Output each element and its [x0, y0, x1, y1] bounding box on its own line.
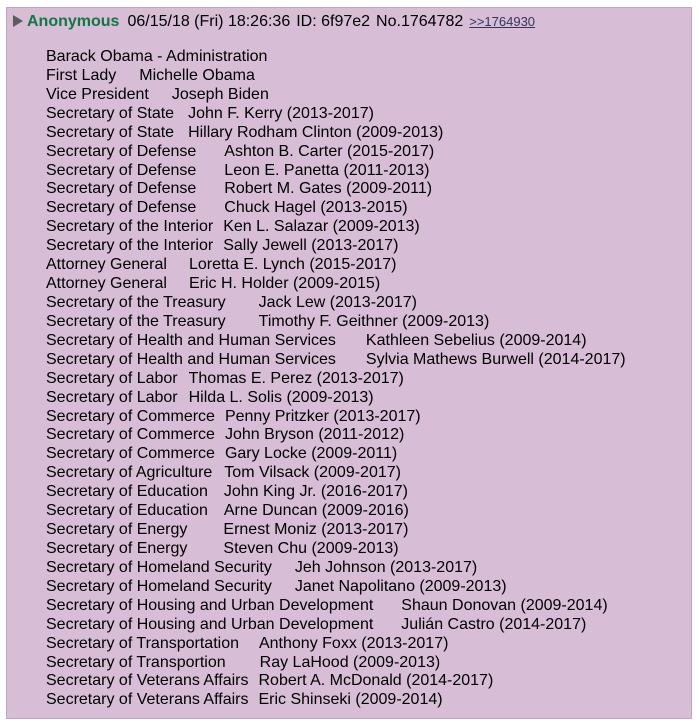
cabinet-position: Secretary of Housing and Urban Development	[46, 615, 374, 633]
cabinet-member-name: Chuck Hagel (2013-2015)	[224, 199, 408, 217]
cabinet-row	[46, 124, 626, 143]
cabinet-position: Secretary of State	[46, 104, 175, 122]
cabinet-member-name: Penny Pritzker (2013-2017)	[224, 407, 421, 425]
cabinet-member-name: Julián Castro (2014-2017)	[401, 615, 587, 633]
cabinet-position: Attorney General	[46, 256, 167, 274]
cabinet-row	[46, 275, 626, 294]
cabinet-row	[46, 502, 626, 521]
cabinet-row	[46, 86, 626, 105]
cabinet-member-name: Eric H. Holder (2009-2015)	[188, 275, 381, 293]
cabinet-position: Secretary of Labor	[46, 388, 178, 406]
cabinet-row	[46, 313, 626, 332]
cabinet-row	[46, 370, 626, 389]
cabinet-row	[46, 162, 626, 181]
cabinet-member-name: Tom Vilsack (2009-2017)	[224, 464, 401, 482]
cabinet-row	[46, 521, 626, 540]
cabinet-row	[46, 389, 626, 408]
cabinet-member-name: Gary Locke (2009-2011)	[224, 445, 398, 463]
poster-name: Anonymous	[27, 13, 120, 30]
cabinet-position: Secretary of Veterans Affairs	[46, 691, 249, 709]
cabinet-row	[46, 635, 626, 654]
post-date: 06/15/18 (Fri) 18:26:36	[127, 13, 291, 30]
cabinet-position: Secretary of Transportion	[46, 653, 226, 671]
cabinet-member-name: Eric Shinseki (2009-2014)	[258, 691, 443, 709]
cabinet-row	[46, 294, 626, 313]
cabinet-row	[46, 483, 626, 502]
cabinet-row	[46, 578, 626, 597]
cabinet-row	[46, 180, 626, 199]
cabinet-row	[46, 540, 626, 559]
cabinet-row	[46, 408, 626, 427]
cabinet-member-name: John Bryson (2011-2012)	[224, 426, 405, 444]
cabinet-row	[46, 691, 626, 710]
post-title: Barack Obama - Administration	[46, 48, 268, 65]
cabinet-position: Secretary of Commerce	[46, 407, 215, 425]
cabinet-member-name: Steven Chu (2009-2013)	[223, 539, 399, 557]
cabinet-member-name: Thomas E. Perez (2013-2017)	[188, 369, 404, 387]
cabinet-member-name: Janet Napolitano (2009-2013)	[294, 577, 507, 595]
cabinet-member-name: Sylvia Mathews Burwell (2014-2017)	[365, 350, 626, 368]
cabinet-row	[46, 67, 626, 86]
cabinet-member-name: Robert M. Gates (2009-2011)	[224, 180, 433, 198]
cabinet-member-name: Robert A. McDonald (2014-2017)	[258, 672, 494, 690]
backlink[interactable]: >>1764930	[469, 14, 536, 29]
cabinet-member-name: Shaun Donovan (2009-2014)	[401, 596, 608, 614]
cabinet-row	[46, 559, 626, 578]
cabinet-member-name: Ernest Moniz (2013-2017)	[223, 521, 409, 539]
cabinet-member-name: Leon E. Panetta (2011-2013)	[224, 161, 430, 179]
cabinet-position: Secretary of the Interior	[46, 237, 214, 255]
cabinet-position: Secretary of Transportation	[46, 634, 239, 652]
cabinet-row	[46, 426, 626, 445]
cabinet-position: Secretary of State	[46, 123, 175, 141]
cabinet-row	[46, 445, 626, 464]
cabinet-position: First Lady	[46, 66, 117, 84]
cabinet-row	[46, 654, 626, 673]
cabinet-member-name: Loretta E. Lynch (2015-2017)	[188, 256, 397, 274]
cabinet-row	[46, 218, 626, 237]
post-title-line	[46, 48, 626, 67]
cabinet-member-name: Michelle Obama	[139, 66, 255, 84]
cabinet-member-name: Joseph Biden	[171, 85, 269, 103]
cabinet-row	[46, 351, 626, 370]
cabinet-member-name: John King Jr. (2016-2017)	[223, 483, 408, 501]
cabinet-row	[46, 332, 626, 351]
cabinet-position: Secretary of Defense	[46, 161, 197, 179]
cabinet-position: Secretary of Energy	[46, 521, 188, 539]
post-number-link[interactable]: No.1764782	[376, 13, 464, 30]
cabinet-position: Secretary of Health and Human Services	[46, 350, 336, 368]
cabinet-member-name: John F. Kerry (2013-2017)	[188, 104, 374, 122]
post-container	[6, 7, 692, 719]
cabinet-position: Secretary of Energy	[46, 539, 188, 557]
cabinet-row	[46, 616, 626, 635]
cabinet-position: Secretary of Education	[46, 502, 208, 520]
cabinet-position: Secretary of the Treasury	[46, 312, 226, 330]
cabinet-position: Secretary of Defense	[46, 180, 197, 198]
cabinet-row	[46, 105, 626, 124]
cabinet-row	[46, 199, 626, 218]
cabinet-position: Secretary of the Treasury	[46, 293, 226, 311]
cabinet-position: Secretary of Homeland Security	[46, 577, 272, 595]
cabinet-member-name: Sally Jewell (2013-2017)	[223, 237, 399, 255]
cabinet-row	[46, 597, 626, 616]
cabinet-row	[46, 256, 626, 275]
cabinet-position: Secretary of Education	[46, 483, 208, 501]
cabinet-member-name: Ashton B. Carter (2015-2017)	[224, 142, 435, 160]
cabinet-member-name: Kathleen Sebelius (2009-2014)	[365, 331, 587, 349]
cabinet-row	[46, 237, 626, 256]
cabinet-position: Secretary of Health and Human Services	[46, 331, 336, 349]
cabinet-position: Secretary of Veterans Affairs	[46, 672, 249, 690]
cabinet-position: Secretary of the Interior	[46, 218, 214, 236]
cabinet-position: Vice President	[46, 85, 149, 103]
cabinet-member-name: Timothy F. Geithner (2009-2013)	[258, 312, 490, 330]
cabinet-row	[46, 672, 626, 691]
cabinet-position: Secretary of Defense	[46, 199, 197, 217]
cabinet-member-name: Jack Lew (2013-2017)	[258, 293, 417, 311]
cabinet-position: Secretary of Defense	[46, 142, 197, 160]
post-menu-arrow-icon[interactable]	[13, 15, 23, 27]
post-header	[13, 12, 535, 32]
cabinet-position: Secretary of Housing and Urban Development	[46, 596, 374, 614]
cabinet-position: Secretary of Homeland Security	[46, 558, 272, 576]
cabinet-member-name: Hillary Rodham Clinton (2009-2013)	[188, 123, 444, 141]
cabinet-position: Secretary of Commerce	[46, 445, 215, 463]
cabinet-member-name: Anthony Foxx (2013-2017)	[258, 634, 449, 652]
cabinet-row	[46, 143, 626, 162]
post-body	[46, 48, 626, 710]
cabinet-member-name: Hilda L. Solis (2009-2013)	[188, 388, 374, 406]
cabinet-position: Secretary of Commerce	[46, 426, 215, 444]
cabinet-row	[46, 464, 626, 483]
poster-id[interactable]: ID: 6f97e2	[296, 13, 371, 30]
cabinet-member-name: Ken L. Salazar (2009-2013)	[223, 218, 420, 236]
cabinet-member-name: Arne Duncan (2009-2016)	[223, 502, 409, 520]
cabinet-position: Attorney General	[46, 275, 167, 293]
cabinet-position: Secretary of Agriculture	[46, 464, 213, 482]
cabinet-member-name: Ray LaHood (2009-2013)	[259, 653, 441, 671]
cabinet-member-name: Jeh Johnson (2013-2017)	[294, 558, 478, 576]
cabinet-position: Secretary of Labor	[46, 369, 178, 387]
